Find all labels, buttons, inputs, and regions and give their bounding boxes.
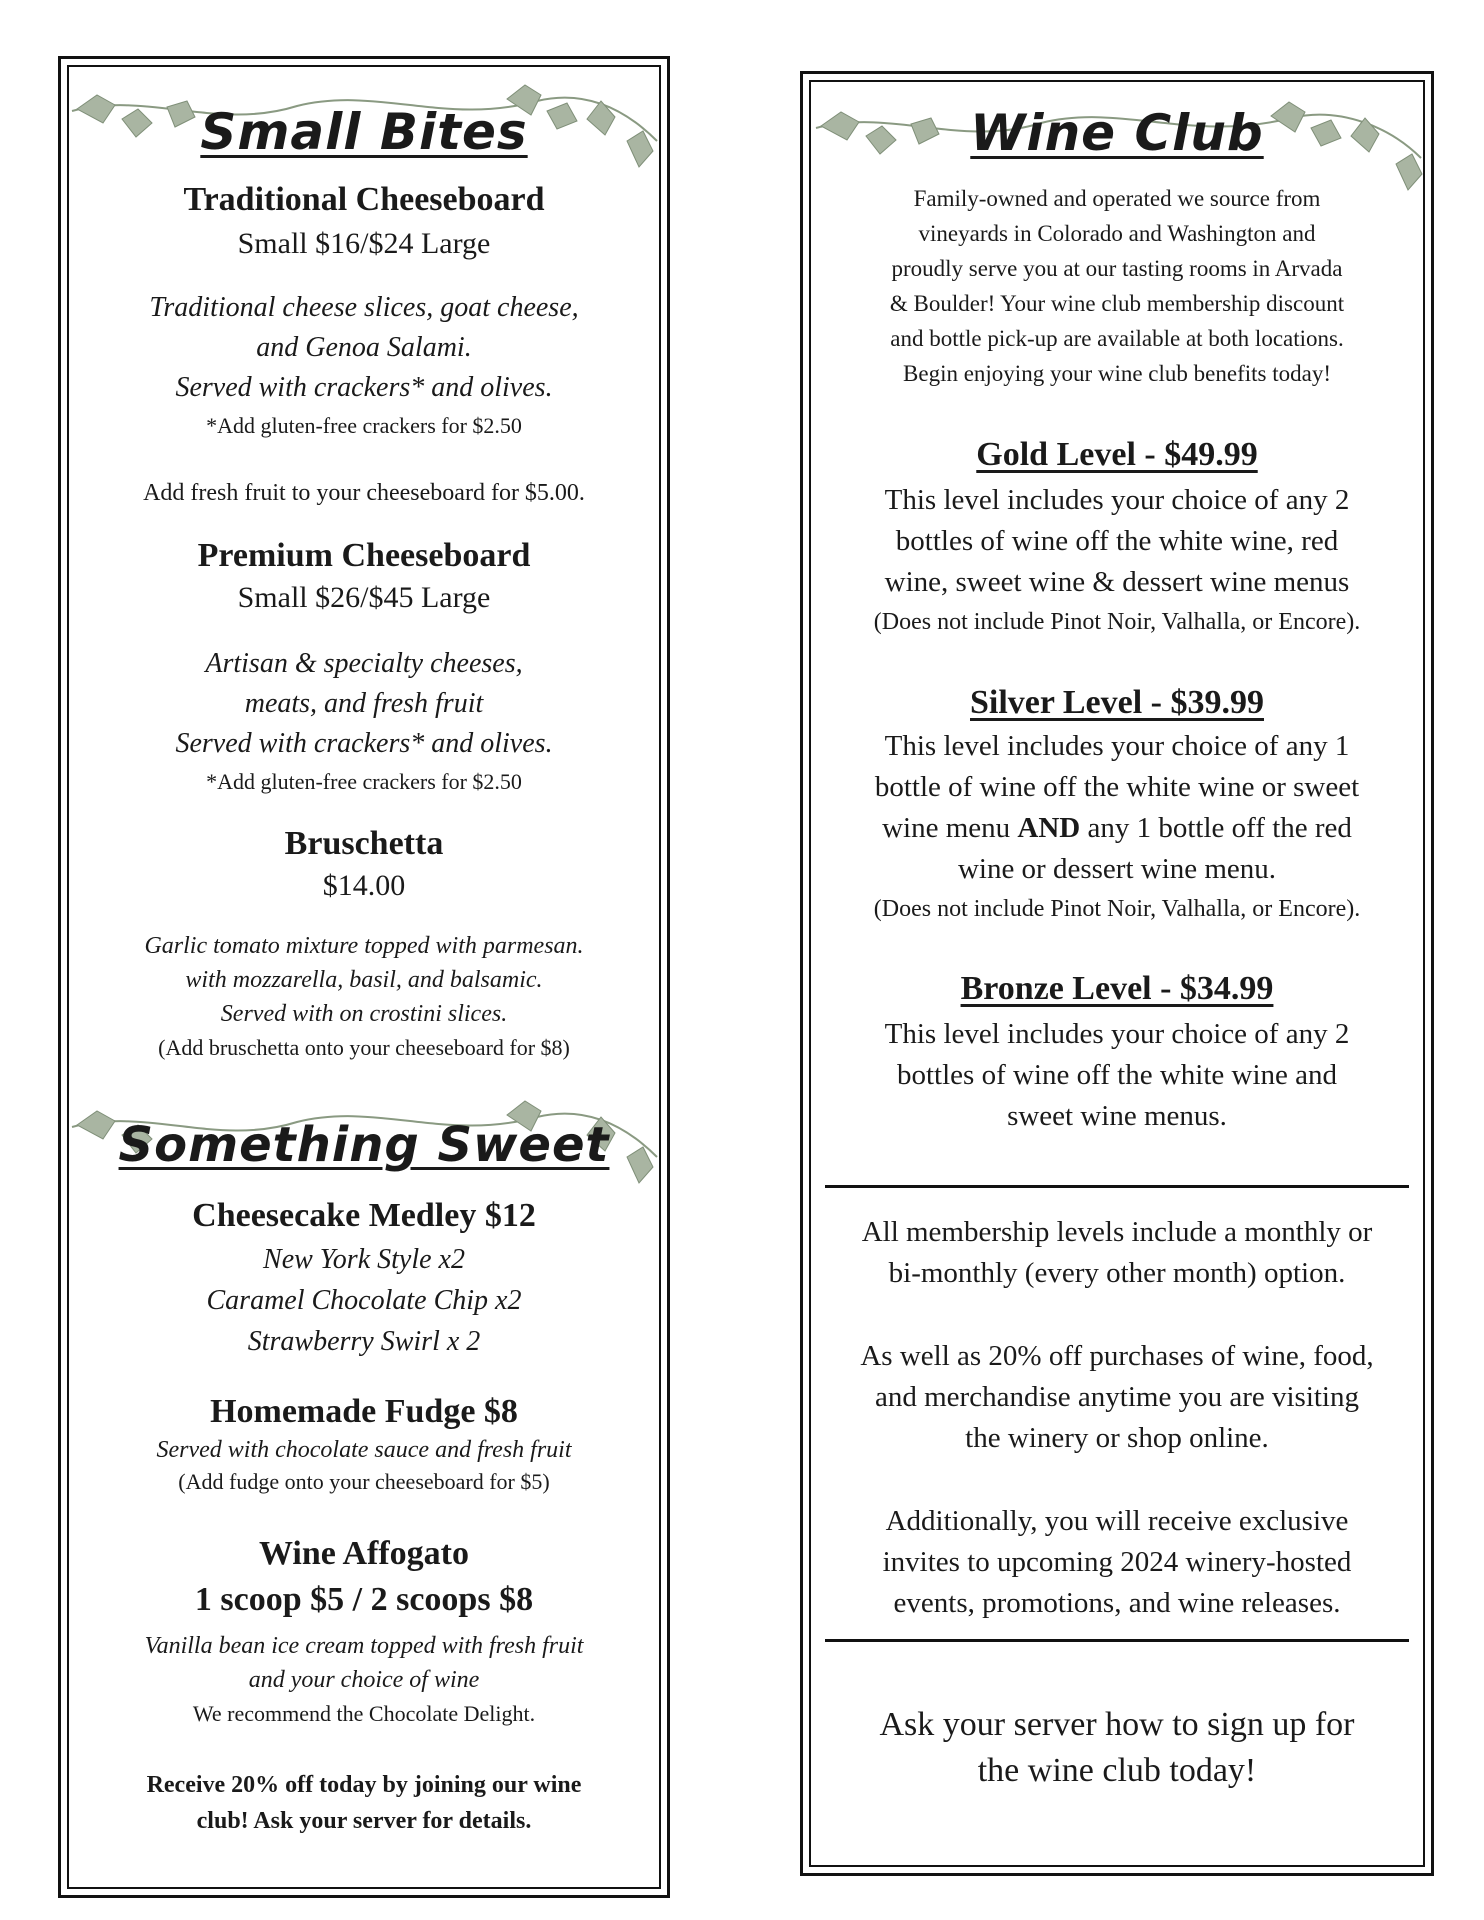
premium-cheeseboard-price: Small $26/$45 Large: [237, 581, 491, 614]
affogato-title: Wine Affogato: [259, 1535, 469, 1572]
small-bites-heading: Small Bites: [200, 103, 528, 161]
cheesecake-line-3: Strawberry Swirl x 2: [247, 1326, 481, 1357]
bronze-line-1: This level includes your choice of any 2: [884, 1018, 1350, 1050]
bruschetta-desc-1: Garlic tomato mixture topped with parmesan.: [144, 933, 584, 959]
benefits-3-line-2: invites to upcoming 2024 winery-hosted: [882, 1546, 1352, 1578]
bronze-line-2: bottles of wine off the white wine and: [897, 1059, 1337, 1091]
promo-line-2: club! Ask your server for details.: [196, 1808, 532, 1834]
benefits-2-line-2: and merchandise anytime you are visiting: [875, 1381, 1359, 1413]
promo-line-1: Receive 20% off today by joining our wine: [146, 1772, 582, 1798]
silver-line-1: This level includes your choice of any 1: [884, 730, 1350, 762]
premium-desc-3: Served with crackers* and olives.: [175, 728, 553, 759]
affogato-note: We recommend the Chocolate Delight.: [192, 1701, 536, 1726]
gold-level-title: Gold Level - $49.99: [976, 436, 1258, 473]
bronze-line-3: sweet wine menus.: [1007, 1100, 1227, 1132]
wine-club-heading: Wine Club: [970, 104, 1264, 162]
something-sweet-heading: Something Sweet: [118, 1117, 610, 1173]
gold-note: (Does not include Pinot Noir, Valhalla, or Encore).: [873, 609, 1361, 635]
fresh-fruit-note: Add fresh fruit to your cheeseboard for $5.00.: [143, 480, 585, 506]
benefits-1-line-2: bi-monthly (every other month) option.: [888, 1257, 1346, 1289]
intro-line-1: Family-owned and operated we source from: [913, 186, 1321, 211]
benefits-2-line-1: As well as 20% off purchases of wine, food,: [860, 1340, 1374, 1372]
traditional-desc-1: Traditional cheese slices, goat cheese,: [149, 292, 579, 323]
section-divider: [825, 1639, 1409, 1642]
intro-line-5: and bottle pick-up are available at both locations.: [890, 326, 1344, 351]
fudge-title: Homemade Fudge $8: [210, 1393, 518, 1430]
bronze-level-title: Bronze Level - $34.99: [960, 970, 1274, 1007]
gold-line-2: bottles of wine off the white wine, red: [895, 525, 1339, 557]
traditional-gluten-note: *Add gluten-free crackers for $2.50: [206, 413, 522, 438]
silver-line-4: wine or dessert wine menu.: [957, 853, 1277, 885]
bruschetta-desc-2: with mozzarella, basil, and balsamic.: [185, 967, 543, 993]
traditional-desc-3: Served with crackers* and olives.: [175, 372, 553, 403]
bruschetta-note: (Add bruschetta onto your cheeseboard for $8): [158, 1035, 570, 1060]
closing-line-2: the wine club today!: [977, 1752, 1257, 1789]
cheesecake-line-2: Caramel Chocolate Chip x2: [206, 1285, 522, 1316]
small-bites-panel: [58, 56, 670, 1898]
affogato-price: 1 scoop $5 / 2 scoops $8: [194, 1581, 534, 1618]
fudge-note: (Add fudge onto your cheeseboard for $5): [178, 1469, 550, 1494]
silver-line-3: wine menu AND any 1 bottle off the red: [882, 812, 1352, 844]
premium-cheeseboard-title: Premium Cheeseboard: [197, 537, 531, 574]
intro-line-2: vineyards in Colorado and Washington and: [918, 221, 1316, 246]
bruschetta-desc-3: Served with on crostini slices.: [220, 1001, 508, 1027]
silver-level-title: Silver Level - $39.99: [970, 684, 1264, 721]
bruschetta-price: $14.00: [322, 869, 406, 902]
gold-line-1: This level includes your choice of any 2: [884, 484, 1350, 516]
benefits-3-line-1: Additionally, you will receive exclusive: [885, 1505, 1349, 1537]
traditional-desc-2: and Genoa Salami.: [256, 332, 472, 363]
cheesecake-line-1: New York Style x2: [263, 1244, 465, 1275]
intro-line-6: Begin enjoying your wine club benefits today!: [903, 361, 1331, 386]
intro-line-4: & Boulder! Your wine club membership discount: [889, 291, 1345, 316]
wine-club-panel: [800, 71, 1434, 1876]
premium-desc-2: meats, and fresh fruit: [244, 688, 484, 719]
silver-line-2: bottle of wine off the white wine or sweet: [874, 771, 1360, 803]
premium-desc-1: Artisan & specialty cheeses,: [205, 648, 523, 679]
gold-line-3: wine, sweet wine & dessert wine menus: [884, 566, 1350, 598]
fudge-desc: Served with chocolate sauce and fresh fruit: [156, 1437, 572, 1463]
benefits-3-line-3: events, promotions, and wine releases.: [893, 1587, 1341, 1619]
section-divider: [825, 1185, 1409, 1188]
bruschetta-title: Bruschetta: [284, 825, 444, 862]
closing-line-1: Ask your server how to sign up for: [879, 1706, 1355, 1743]
traditional-cheeseboard-title: Traditional Cheeseboard: [183, 181, 545, 218]
benefits-2-line-3: the winery or shop online.: [965, 1422, 1269, 1454]
traditional-cheeseboard-price: Small $16/$24 Large: [237, 227, 491, 260]
intro-line-3: proudly serve you at our tasting rooms in Arvada: [891, 256, 1343, 281]
cheesecake-title: Cheesecake Medley $12: [192, 1197, 536, 1234]
silver-note: (Does not include Pinot Noir, Valhalla, or Encore).: [873, 896, 1361, 922]
affogato-desc-1: Vanilla bean ice cream topped with fresh fruit: [144, 1633, 584, 1659]
premium-gluten-note: *Add gluten-free crackers for $2.50: [206, 769, 522, 794]
benefits-1-line-1: All membership levels include a monthly or: [861, 1216, 1373, 1248]
affogato-desc-2: and your choice of wine: [248, 1667, 480, 1693]
